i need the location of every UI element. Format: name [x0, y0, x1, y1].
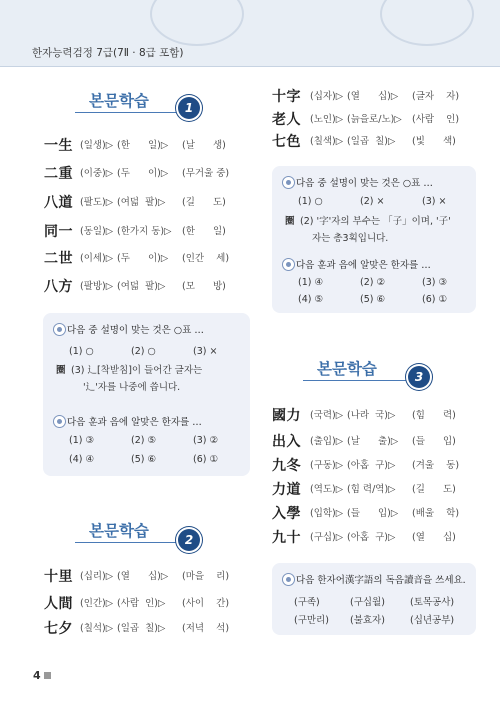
hanja-word: 十里	[44, 569, 73, 585]
explanation-line-2: 자는 총3획입니다.	[312, 233, 389, 244]
circle-bullet-icon	[282, 176, 295, 189]
hanja-word: 同一	[44, 224, 73, 240]
meaning-1: (한가지 동)▷	[117, 226, 172, 237]
hanja-word: 入學	[272, 506, 301, 522]
answer: (1) ○	[69, 346, 94, 357]
exercise-title: 다음 한자어漢字語의 독음讀音을 쓰세요.	[296, 575, 466, 586]
reading: (이중)▷	[80, 168, 114, 179]
answer: (토목공사)	[410, 597, 455, 608]
vocab-entry	[44, 618, 249, 636]
meaning-1: (사람 인)▷	[117, 598, 166, 609]
hanja-word: 二重	[44, 166, 73, 182]
answer: (3) ②	[193, 435, 218, 446]
reading: (칠석)▷	[80, 623, 114, 634]
answer: (5) ⑥	[360, 294, 385, 305]
vocab-entry	[44, 192, 249, 210]
answer: (구족)	[294, 597, 320, 608]
meaning-1: (여덟 팔)▷	[117, 281, 166, 292]
reading: (이세)▷	[80, 253, 114, 264]
hanja-word: 九十	[272, 530, 301, 546]
meaning-1: (늙을로/노)▷	[347, 114, 402, 125]
exercise-title: 다음 훈과 음에 알맞은 한자를 …	[296, 260, 431, 271]
section-2-title: 본문학습	[89, 522, 149, 540]
vocab-entry	[272, 405, 477, 423]
hanja-word: 十字	[272, 89, 301, 105]
meaning-2: (배울 학)	[412, 508, 460, 519]
reading: (노인)▷	[310, 114, 344, 125]
hanja-word: 八方	[44, 279, 73, 295]
reading: (역도)▷	[310, 484, 344, 495]
vocab-entry	[272, 431, 477, 449]
book-title: 한자능력검정 7급(7Ⅱ · 8급 포함)	[32, 47, 184, 59]
page-number: 4	[33, 669, 41, 682]
circle-bullet-icon	[53, 415, 66, 428]
vocab-entry	[272, 455, 477, 473]
meaning-1: (일곱 칠)▷	[347, 136, 396, 147]
meaning-2: (사이 간)	[182, 598, 230, 609]
hanja-word: 出入	[272, 434, 301, 450]
reading: (일생)▷	[80, 140, 114, 151]
vocab-entry	[44, 163, 249, 181]
header-divider	[0, 66, 500, 67]
reading: (구십)▷	[310, 532, 344, 543]
meaning-2: (겨울 동)	[412, 460, 460, 471]
section-1-underline	[75, 112, 188, 113]
explanation-line-2: '⻌'자를 나중에 씁니다.	[83, 382, 181, 393]
meaning-1: (아홉 구)▷	[347, 532, 396, 543]
answer: (2) ⑤	[131, 435, 156, 446]
meaning-2: (힘 력)	[412, 410, 456, 421]
meaning-2: (날 생)	[182, 140, 226, 151]
answer: (1) ○	[298, 196, 323, 207]
circle-bullet-icon	[282, 573, 295, 586]
section-3-underline	[303, 380, 418, 381]
exercise-title: 다음 중 설명이 맞는 것은 ○표 …	[296, 178, 433, 189]
explanation-mark: 圈	[285, 216, 295, 227]
answer: (구만리)	[294, 615, 329, 626]
hanja-word: 老人	[272, 112, 301, 128]
meaning-2: (열 십)	[412, 532, 456, 543]
decorative-emblem-icon	[150, 0, 244, 46]
meaning-1: (한 일)▷	[117, 140, 169, 151]
decorative-emblem-icon	[380, 0, 474, 46]
reading: (팔방)▷	[80, 281, 114, 292]
explanation-mark: 圈	[56, 365, 66, 376]
answer: (1) ④	[298, 277, 323, 288]
answer: (4) ④	[69, 454, 94, 465]
hanja-word: 力道	[272, 482, 301, 498]
section-1-title: 본문학습	[89, 92, 149, 110]
reading: (입학)▷	[310, 508, 344, 519]
vocab-entry	[272, 503, 477, 521]
section-2-badge: 2	[178, 529, 200, 551]
hanja-word: 二世	[44, 251, 73, 267]
answer: (4) ⑤	[298, 294, 323, 305]
meaning-2: (길 도)	[412, 484, 456, 495]
answer: (6) ①	[193, 454, 218, 465]
meaning-1: (열 십)▷	[117, 571, 169, 582]
section-3-badge: 3	[408, 366, 430, 388]
answer: (구십월)	[350, 597, 385, 608]
vocab-entry	[44, 135, 249, 153]
vocab-entry	[272, 527, 477, 545]
reading: (구동)▷	[310, 460, 344, 471]
reading: (팔도)▷	[80, 197, 114, 208]
hanja-word: 一生	[44, 138, 73, 154]
meaning-1: (일곱 칠)▷	[117, 623, 166, 634]
meaning-1: (날 출)▷	[347, 436, 399, 447]
meaning-2: (저녁 석)	[182, 623, 230, 634]
meaning-1: (두 이)▷	[117, 168, 169, 179]
hanja-word: 國力	[272, 408, 301, 424]
reading: (출입)▷	[310, 436, 344, 447]
reading: (십자)▷	[310, 91, 344, 102]
meaning-1: (열 십)▷	[347, 91, 399, 102]
meaning-2: (인간 세)	[182, 253, 230, 264]
vocab-entry	[44, 248, 249, 266]
answer: (3) ③	[422, 277, 447, 288]
reading: (인간)▷	[80, 598, 114, 609]
answer: (2) ×	[360, 196, 385, 207]
answer: (5) ⑥	[131, 454, 156, 465]
meaning-1: (여덟 팔)▷	[117, 197, 166, 208]
reading: (칠색)▷	[310, 136, 344, 147]
reading: (동일)▷	[80, 226, 114, 237]
hanja-word: 九冬	[272, 458, 301, 474]
hanja-word: 人間	[44, 596, 73, 612]
meaning-1: (힘 력/역)▷	[347, 484, 396, 495]
vocab-entry	[272, 109, 477, 127]
answer: (3) ×	[422, 196, 447, 207]
meaning-2: (빛 색)	[412, 136, 456, 147]
section-3-title: 본문학습	[317, 360, 377, 378]
circle-bullet-icon	[53, 323, 66, 336]
vocab-entry	[44, 276, 249, 294]
meaning-2: (길 도)	[182, 197, 226, 208]
section-2-underline	[75, 542, 188, 543]
meaning-2: (한 일)	[182, 226, 226, 237]
answer: (6) ①	[422, 294, 447, 305]
meaning-2: (사람 인)	[412, 114, 460, 125]
answer: (1) ③	[69, 435, 94, 446]
meaning-2: (모 방)	[182, 281, 226, 292]
page-header-band	[0, 0, 500, 66]
answer-box-1	[43, 313, 250, 476]
reading: (국력)▷	[310, 410, 344, 421]
page-marker	[44, 672, 51, 679]
reading: (십리)▷	[80, 571, 114, 582]
meaning-2: (무거울 중)	[182, 168, 230, 179]
circle-bullet-icon	[282, 258, 295, 271]
explanation-line-1: (3) ⻌[착받침]이 들어간 글자는	[71, 365, 203, 376]
answer: (2) ②	[360, 277, 385, 288]
meaning-1: (들 입)▷	[347, 508, 399, 519]
meaning-2: (마을 리)	[182, 571, 230, 582]
answer: (2) ○	[131, 346, 156, 357]
hanja-word: 七夕	[44, 621, 73, 637]
section-1-badge: 1	[178, 97, 200, 119]
exercise-title: 다음 훈과 음에 알맞은 한자를 …	[67, 417, 202, 428]
vocab-entry	[44, 221, 249, 239]
vocab-entry	[272, 86, 477, 104]
answer: (십년공부)	[410, 615, 455, 626]
explanation-line-1: (2) '字'자의 부수는 「子」이며, '子'	[300, 216, 451, 227]
hanja-word: 七色	[272, 134, 301, 150]
answer: (불효자)	[350, 615, 385, 626]
answer-box-3	[272, 563, 476, 635]
meaning-2: (들 입)	[412, 436, 456, 447]
meaning-1: (나라 국)▷	[347, 410, 396, 421]
exercise-title: 다음 중 설명이 맞는 것은 ○표 …	[67, 325, 204, 336]
answer: (3) ×	[193, 346, 218, 357]
vocab-entry	[272, 479, 477, 497]
hanja-word: 八道	[44, 195, 73, 211]
answer-box-2	[272, 166, 476, 313]
meaning-1: (아홉 구)▷	[347, 460, 396, 471]
vocab-entry	[272, 131, 477, 149]
meaning-2: (글자 자)	[412, 91, 460, 102]
meaning-1: (두 이)▷	[117, 253, 169, 264]
vocab-entry	[44, 593, 249, 611]
vocab-entry	[44, 566, 249, 584]
